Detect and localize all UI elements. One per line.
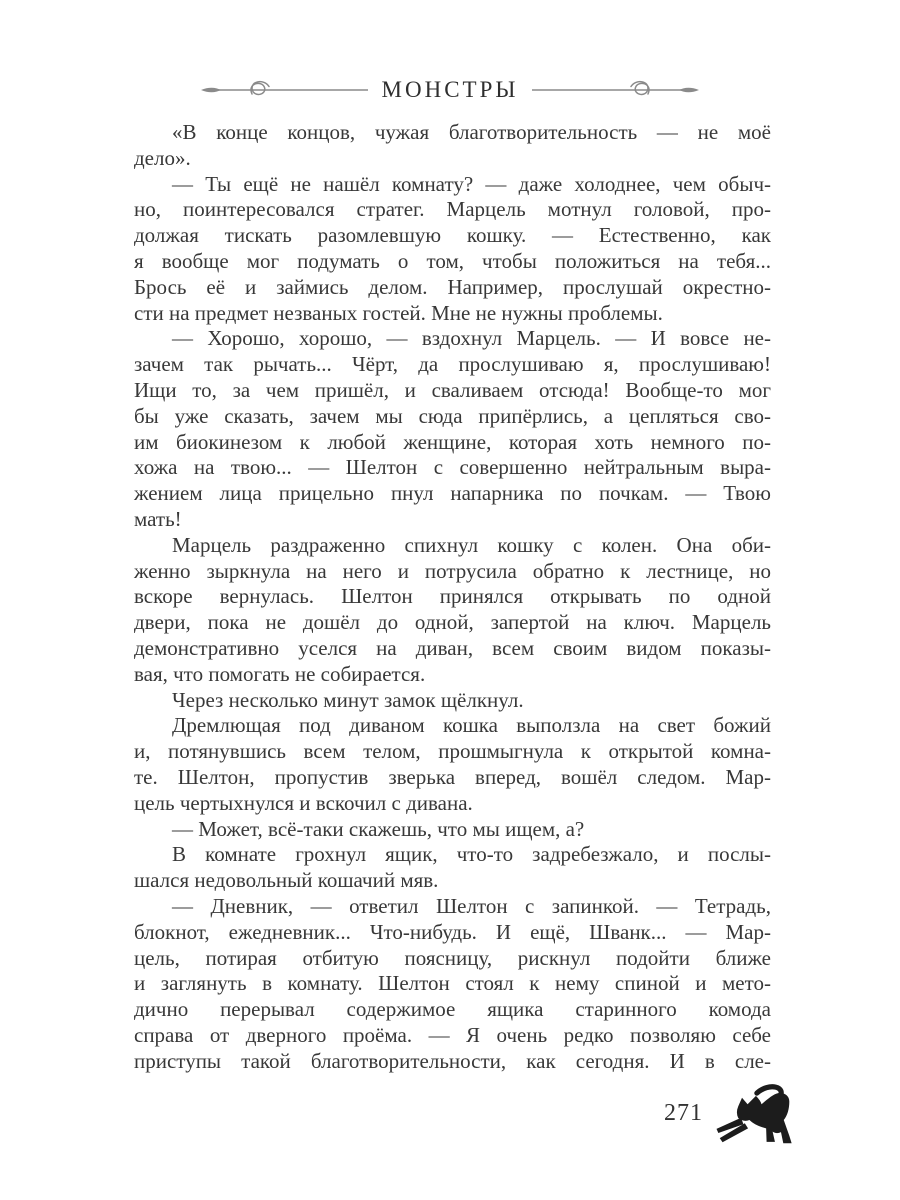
chapter-title: МОНСТРЫ bbox=[381, 77, 519, 102]
text-line: бы уже сказать, зачем мы сюда припёрлись, а цепляться сво- bbox=[134, 403, 771, 428]
text-line: В комнате грохнул ящик, что-то задребезжало, и послы- bbox=[172, 842, 771, 867]
text-line: Марцель раздраженно спихнул кошку с колен. Она оби- bbox=[172, 532, 771, 557]
text-line: но, поинтересовался стратег. Марцель мотнул головой, про- bbox=[134, 197, 771, 222]
text-line: — Хорошо, хорошо, — вздохнул Марцель. — И вовсе не- bbox=[172, 326, 771, 351]
paragraph bbox=[134, 120, 771, 172]
text-line: Дремлющая под диваном кошка выползла на свет божий bbox=[172, 713, 771, 738]
text-line: вскоре вернулась. Шелтон принялся открывать по одной bbox=[134, 584, 771, 609]
text-line: я вообще мог подумать о том, чтобы положиться на тебя... bbox=[134, 248, 771, 273]
text-line: дело». bbox=[134, 145, 191, 170]
text-line: Через несколько минут замок щёлкнул. bbox=[172, 687, 524, 712]
flourish-right-icon bbox=[532, 78, 700, 102]
text-line: женно зыркнула на него и потрусила обратно к лестнице, но bbox=[134, 558, 771, 583]
text-line: «В конце концов, чужая благотворительность — не моё bbox=[172, 120, 771, 144]
text-line: Брось её и займись делом. Например, прослушай окрестно- bbox=[134, 274, 771, 299]
text-line: должая тискать разомлевшую кошку. — Естественно, как bbox=[134, 223, 771, 248]
text-line: демонстративно уселся на диван, всем своим видом показы- bbox=[134, 635, 771, 660]
stretching-cat-icon bbox=[712, 1082, 798, 1146]
flourish-left-icon bbox=[200, 78, 368, 102]
text-line: цель, потирая отбитую поясницу, рискнул подойти ближе bbox=[134, 945, 771, 970]
text-line: — Может, всё-таки скажешь, что мы ищем, а? bbox=[172, 816, 585, 841]
text-line: справа от дверного проёма. — Я очень редко позволяю себе bbox=[134, 1022, 771, 1047]
text-line: — Ты ещё не нашёл комнату? — даже холоднее, чем обыч- bbox=[172, 171, 771, 196]
text-line: дично перерывал содержимое ящика старинного комода bbox=[134, 997, 771, 1022]
text-line: те. Шелтон, пропустив зверька вперед, вошёл следом. Мар- bbox=[134, 764, 771, 789]
text-line: хожа на твою... — Шелтон с совершенно нейтральным выра- bbox=[134, 455, 771, 480]
text-line: сти на предмет незваных гостей. Мне не нужны проблемы. bbox=[134, 300, 663, 325]
text-line: приступы такой благотворительности, как сегодня. И в сле- bbox=[134, 1048, 771, 1073]
text-line: мать! bbox=[134, 506, 182, 531]
text-line: и, потянувшись всем телом, прошмыгнула к открытой комна- bbox=[134, 739, 771, 764]
text-line: цель чертыхнулся и вскочил с дивана. bbox=[134, 790, 473, 815]
paragraph bbox=[134, 713, 771, 816]
text-line: — Дневник, — ответил Шелтон с запинкой. — Тетрадь, bbox=[172, 893, 771, 918]
body-text bbox=[134, 120, 771, 1074]
text-line: Ищи то, за чем пришёл, и сваливаем отсюда! Вообще-то мог bbox=[134, 377, 771, 402]
text-line: блокнот, ежедневник... Что-нибудь. И ещё, Шванк... — Мар- bbox=[134, 919, 771, 944]
text-line: жением лица прицельно пнул напарника по почкам. — Твою bbox=[134, 481, 771, 506]
page-number: 271 bbox=[664, 1100, 703, 1126]
text-line: вая, что помогать не собирается. bbox=[134, 661, 426, 686]
paragraph bbox=[134, 326, 771, 532]
paragraph bbox=[134, 533, 771, 688]
text-line: им биокинезом к любой женщине, которая хоть немного по- bbox=[134, 429, 771, 454]
paragraph bbox=[134, 817, 771, 843]
text-line: зачем так рычать... Чёрт, да прослушиваю я, прослушиваю! bbox=[134, 352, 771, 377]
paragraph bbox=[134, 894, 771, 1075]
paragraph bbox=[134, 842, 771, 894]
text-line: и заглянуть в комнату. Шелтон стоял к нему спиной и мето- bbox=[134, 971, 771, 996]
paragraph bbox=[134, 688, 771, 714]
page-footer bbox=[0, 1080, 900, 1150]
text-line: двери, пока не дошёл до одной, запертой на ключ. Марцель bbox=[134, 610, 771, 635]
running-head bbox=[0, 76, 900, 104]
paragraph bbox=[134, 172, 771, 327]
text-line: шался недовольный кошачий мяв. bbox=[134, 868, 439, 893]
